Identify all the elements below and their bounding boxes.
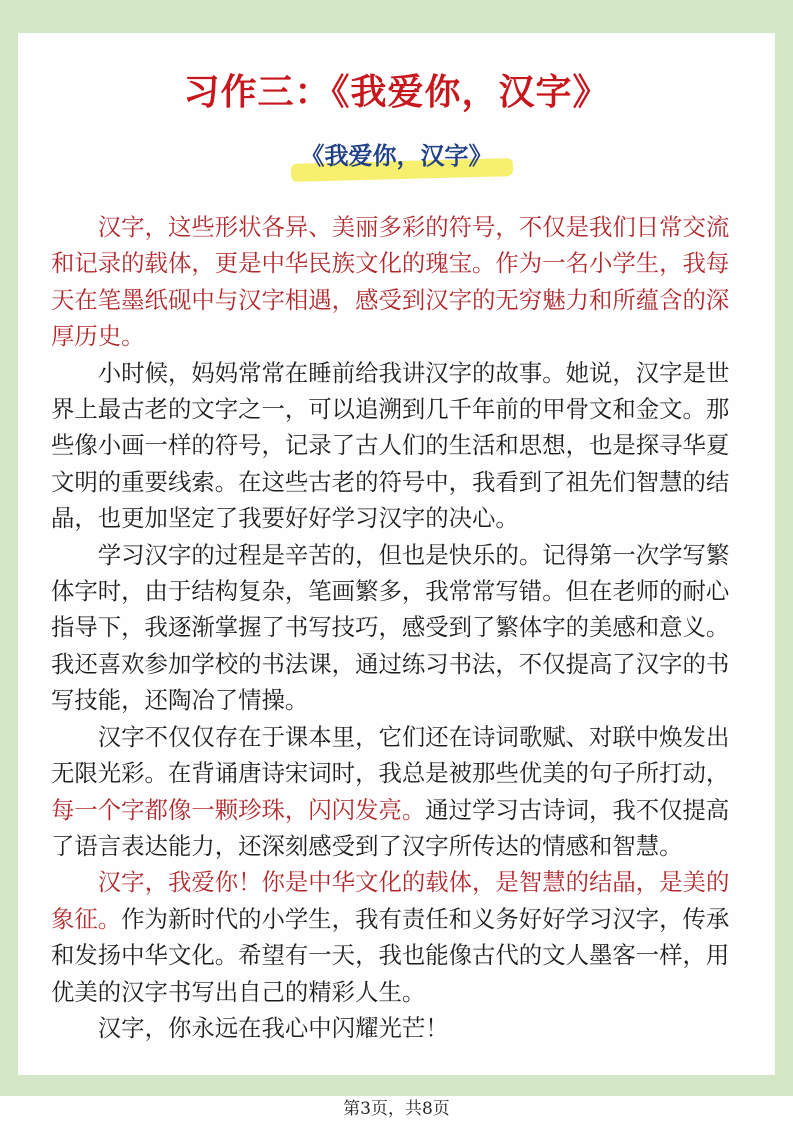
paragraph-1-highlight: 汉字，这些形状各异、美丽多彩的符号，不仅是我们日常交流和记录的载体，更是中华民族文化的瑰宝。作为一名小学生，我每天在笔墨纸砚中与汉字相遇，感受到汉字的无穷魅力和所蕴含的深厚历史。 — [51, 213, 730, 351]
paragraph-4 — [51, 719, 745, 865]
paragraph-4-text-b: 通过学习古诗词，我不仅提高了语言表达能力，还深刻感受到了汉字所传达的情感和智慧。 — [51, 795, 730, 860]
paragraph-5-text: 作为新时代的小学生，我有责任和义务好好学习汉字，传承和发扬中华文化。希望有一天，我也能像古代的文人墨客一样，用优美的汉字书写出自己的精彩人生。 — [51, 904, 730, 1006]
paragraph-5-highlight: 汉字，我爱你！你是中华文化的载体，是智慧的结晶，是美的象征。 — [51, 868, 730, 933]
paragraph-3 — [51, 537, 745, 719]
subtitle-container — [18, 139, 775, 173]
essay-title — [295, 139, 499, 173]
page-title: 习作三：《我爱你，汉字》 — [183, 72, 610, 113]
paragraph-5 — [51, 864, 745, 1010]
paragraph-6-text: 汉字，你永远在我心中闪耀光芒！ — [97, 1013, 449, 1042]
page-number: 第3页，共8页 — [343, 1099, 450, 1119]
essay-body — [51, 209, 745, 1046]
paragraph-4-highlight: 每一个字都像一颗珍珠，闪闪发亮。 — [51, 795, 426, 824]
paragraph-4-text-a: 汉字不仅仅存在于课本里，它们还在诗词歌赋、对联中焕发出无限光彩。在背诵唐诗宋词时，我总是被那些优美的句子所打动， — [51, 722, 730, 788]
paragraph-1 — [51, 209, 745, 355]
paragraph-2 — [51, 355, 745, 537]
paragraph-6 — [51, 1010, 745, 1046]
essay-title-text: 《我爱你，汉字》 — [300, 142, 493, 170]
document-page — [18, 33, 775, 1075]
paragraph-2-text: 小时候，妈妈常常在睡前给我讲汉字的故事。她说，汉字是世界上最古老的文字之一，可以追溯到几千年前的甲骨文和金文。那些像小画一样的符号，记录了古人们的生活和思想，也是探寻华夏文明的重要线索。在这些古老的符号中，我看到了祖先们智慧的结晶，也更加坚定了我要好好学习汉字的决心。 — [51, 358, 730, 533]
paragraph-3-text: 学习汉字的过程是辛苦的，但也是快乐的。记得第一次学写繁体字时，由于结构复杂，笔画繁多，我常常写错。但在老师的耐心指导下，我逐渐掌握了书写技巧，感受到了繁体字的美感和意义。我还喜欢参加学校的书法课，通过练习书法，不仅提高了汉字的书写技能，还陶冶了情操。 — [51, 540, 730, 715]
